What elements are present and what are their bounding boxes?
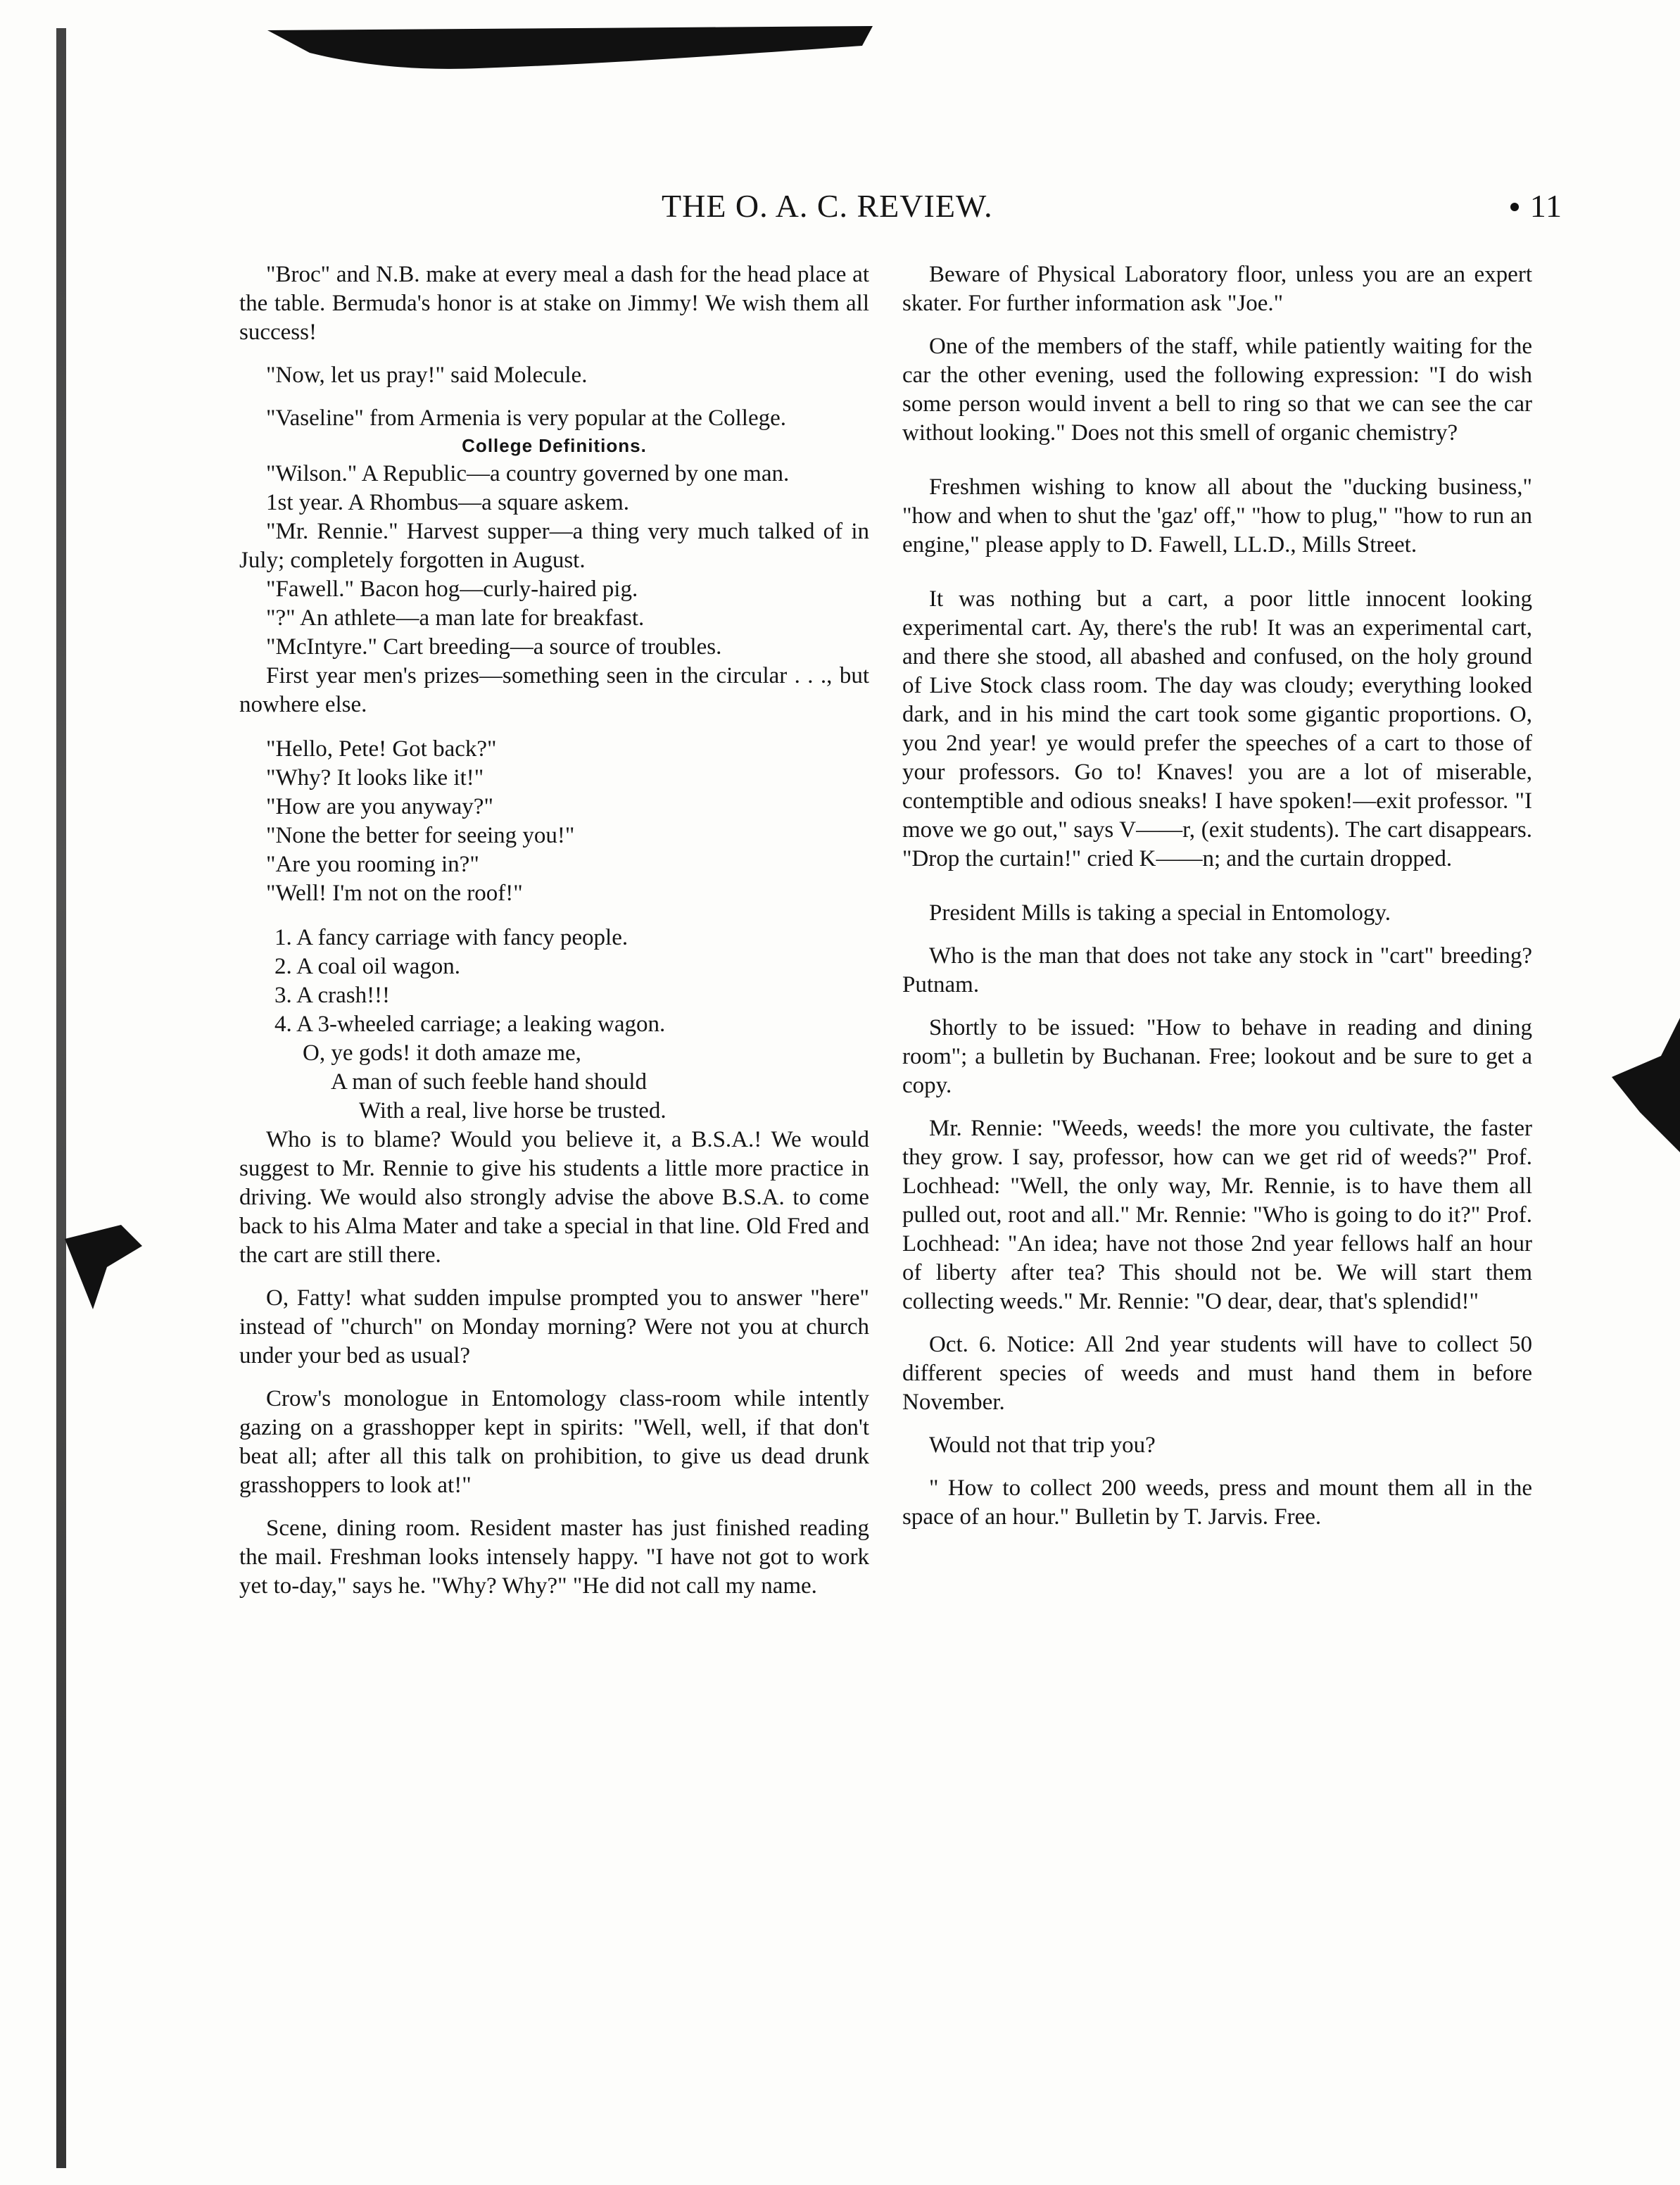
page-number: 11 bbox=[1529, 188, 1562, 224]
paragraph: Oct. 6. Notice: All 2nd year students will have to collect 50 different species of weeds and must hand them in before November. bbox=[902, 1332, 1532, 1415]
paragraph: It was nothing but a cart, a poor little innocent looking experimental cart. Ay, there's the rub! It was an experimental cart, and there she stood, all abashed and confused, on the holy ground of Live Stock class room. The day was cloudy; everything looked dark, and in his mind the cart took some gigantic proportions. O, you 2nd year! ye would prefer the speeches of a cart to those of your professors. Go to! Knaves! you are a lot of miserable, contemptible and odious sneaks! I have spoken!—exit professor. "I move we go out," says V——r, (exit students). The cart disappears. "Drop the curtain!" cried K——n; and the curtain dropped. bbox=[902, 586, 1532, 871]
paragraph: Freshmen wishing to know all about the "ducking business," "how and when to shut the 'gaz' off," "how to plug," "how to run an engine," please apply to D. Fawell, LL.D., Mills Street. bbox=[902, 474, 1532, 558]
verse-line: With a real, live horse be trusted. bbox=[359, 1098, 667, 1123]
definition: First year men's prizes—something seen in the circular . . ., but nowhere else. bbox=[239, 663, 869, 717]
paragraph: President Mills is taking a special in Entomology. bbox=[929, 900, 1391, 926]
definition: "Wilson." A Republic—a country governed by one man. bbox=[266, 461, 790, 486]
section-heading: College Definitions. bbox=[462, 435, 647, 456]
paragraph: Mr. Rennie: "Weeds, weeds! the more you cultivate, the faster they grow. I say, professor, how can we get rid of weeds?" Prof. Lochhead: "Well, the only way, Mr. Rennie, is to have them all pulled out, root and all." Mr. Rennie: "Who is going to do it?" Prof. Lochhead: "An idea; have not those 2nd year fellows half an hour of liberty after tea? This should not be. We will start them collecting weeds." Mr. Rennie: "O dear, dear, that's splendid!" bbox=[902, 1116, 1532, 1314]
verse-line: O, ye gods! it doth amaze me, bbox=[303, 1040, 581, 1066]
paragraph: Crow's monologue in Entomology class-room while intently gazing on a grasshopper kept in spirits: "Well, well, if that don't beat all; after all this talk on prohibition, to give us dead drunk grasshoppers to look at!" bbox=[239, 1386, 869, 1498]
verse-line: A man of such feeble hand should bbox=[331, 1069, 648, 1095]
dialogue-line: "None the better for seeing you!" bbox=[266, 823, 575, 848]
page-edge-shadow bbox=[56, 28, 66, 2168]
paragraph: "Broc" and N.B. make at every meal a dash for the head place at the table. Bermuda's honor is at stake on Jimmy! We wish them all success! bbox=[239, 262, 869, 345]
bullet-mark bbox=[1510, 203, 1519, 211]
paragraph: One of the members of the staff, while patiently waiting for the car the other evening, used the following expression: "I do wish some person would invent a bell to ring so that we can see the car without looking." Does not this smell of organic chemistry? bbox=[902, 334, 1532, 446]
paragraph: Would not that trip you? bbox=[929, 1432, 1156, 1458]
running-header bbox=[662, 187, 1562, 237]
ink-blot-left bbox=[65, 1225, 142, 1309]
list-item: 4. A 3-wheeled carriage; a leaking wagon. bbox=[274, 1012, 666, 1037]
paragraph: Who is to blame? Would you believe it, a B.S.A.! We would suggest to Mr. Rennie to give his students a little more practice in driving. We would also strongly advise the above B.S.A. to come back to his Alma Mater and take a special in that line. Old Fred and the cart are still there. bbox=[239, 1127, 869, 1268]
paragraph: Beware of Physical Laboratory floor, unless you are an expert skater. For further information ask "Joe." bbox=[902, 262, 1532, 316]
ink-smudge-top bbox=[267, 25, 873, 74]
dialogue-line: "Hello, Pete! Got back?" bbox=[266, 736, 497, 762]
definition: "?" An athlete—a man late for breakfast. bbox=[266, 605, 645, 631]
definition: "Mr. Rennie." Harvest supper—a thing very much talked of in July; completely forgotten in August. bbox=[239, 519, 869, 573]
paragraph: Scene, dining room. Resident master has just finished reading the mail. Freshman looks intensely happy. "I have not got to work yet to-day," says he. "Why? Why?" "He did not call my name. bbox=[239, 1516, 869, 1599]
list-item: 2. A coal oil wagon. bbox=[274, 954, 460, 979]
dialogue-line: "Are you rooming in?" bbox=[266, 852, 479, 877]
list-item: 1. A fancy carriage with fancy people. bbox=[274, 925, 629, 950]
paragraph: " How to collect 200 weeds, press and mount them all in the space of an hour." Bulletin by T. Jarvis. Free. bbox=[902, 1475, 1532, 1530]
journal-title: THE O. A. C. REVIEW. bbox=[662, 188, 993, 224]
definition: "Fawell." Bacon hog—curly-haired pig. bbox=[266, 577, 638, 602]
paragraph: O, Fatty! what sudden impulse prompted you to answer "here" instead of "church" on Monday morning? Were not you at church under your bed as usual? bbox=[239, 1285, 869, 1368]
right-column bbox=[902, 260, 1532, 1546]
dialogue-line: "Why? It looks like it!" bbox=[266, 765, 484, 791]
left-column bbox=[239, 260, 869, 1615]
dialogue-line: "Well! I'm not on the roof!" bbox=[266, 881, 523, 906]
paragraph: Shortly to be issued: "How to behave in reading and dining room"; a bulletin by Buchanan. Free; lookout and be sure to get a copy. bbox=[902, 1015, 1532, 1098]
definition: "McIntyre." Cart breeding—a source of troubles. bbox=[266, 634, 722, 660]
ink-blot-right bbox=[1612, 1014, 1680, 1154]
dialogue-line: "How are you anyway?" bbox=[266, 794, 493, 819]
paragraph: "Vaseline" from Armenia is very popular at the College. bbox=[266, 405, 786, 431]
paragraph: "Now, let us pray!" said Molecule. bbox=[266, 363, 588, 388]
definition: 1st year. A Rhombus—a square askem. bbox=[266, 490, 630, 515]
list-item: 3. A crash!!! bbox=[274, 983, 391, 1008]
paragraph: Who is the man that does not take any stock in "cart" breeding? Putnam. bbox=[902, 943, 1532, 997]
